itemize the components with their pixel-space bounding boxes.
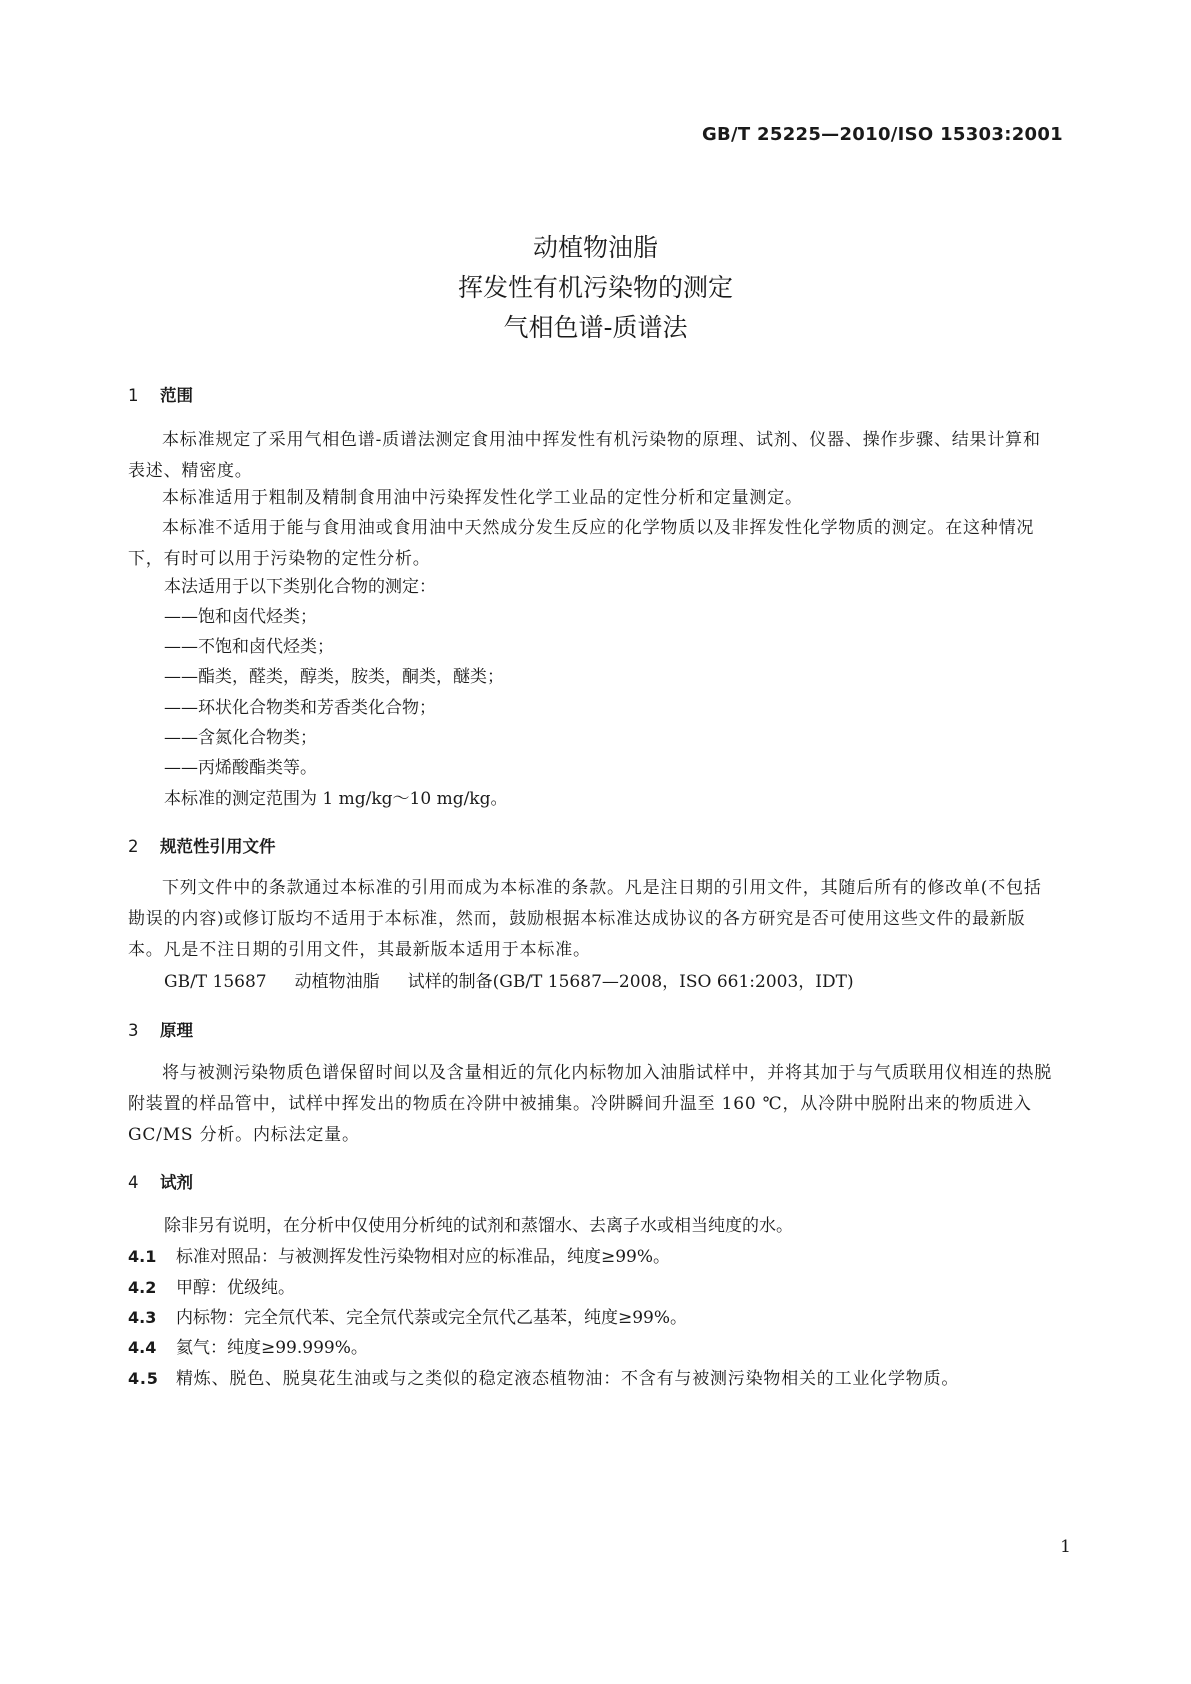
list-item: ——环状化合物类和芳香类化合物； — [164, 698, 436, 718]
paragraph: 将与被测污染物质色谱保留时间以及含量相近的氘化内标物加入油脂试样中，并将其加于与气质联用仪相连的热脱附装置的样品管中，试样中挥发出的物质在冷阱中被捕集。冷阱瞬间升温至 160 ℃，从冷阱中脱附出来的物质进入 GC/MS 分析。内标法定量。 — [128, 1063, 1052, 1145]
section-number: 2 — [128, 837, 139, 856]
paragraph: 本法适用于以下类别化合物的测定： — [164, 577, 436, 597]
document-title — [0, 228, 1191, 348]
section-3-heading — [128, 1017, 193, 1041]
clause-text: 氦气：纯度≥99.999%。 — [176, 1338, 368, 1358]
paragraph: 本标准规定了采用气相色谱-质谱法测定食用油中挥发性有机污染物的原理、试剂、仪器、操作步骤、结果计算和表述、精密度。 — [128, 430, 1041, 481]
clause-number: 4.5 — [128, 1369, 159, 1388]
paragraph: 本标准的测定范围为 1 mg/kg～10 mg/kg。 — [164, 789, 508, 809]
clause-text: 内标物：完全氘代苯、完全氘代萘或完全氘代乙基苯，纯度≥99%。 — [176, 1308, 688, 1328]
title-line-1: 动植物油脂 — [532, 233, 658, 262]
list-item: ——不饱和卤代烃类； — [164, 637, 334, 657]
clause-text: 精炼、脱色、脱臭花生油或与之类似的稳定液态植物油：不含有与被测污染物相关的工业化学物质。 — [176, 1369, 960, 1389]
section-number: 4 — [128, 1173, 139, 1192]
title-line-2: 挥发性有机污染物的测定 — [457, 273, 733, 302]
section-number: 3 — [128, 1021, 139, 1040]
clause-item — [128, 1241, 1052, 1273]
clause-number: 4.4 — [128, 1338, 157, 1357]
clause-item — [128, 1363, 1052, 1395]
reference-code: GB/T 15687 — [164, 972, 267, 992]
clause-item — [128, 1332, 1052, 1364]
section-title: 规范性引用文件 — [160, 837, 276, 856]
clause-item — [128, 1272, 1052, 1304]
section-4-heading — [128, 1169, 193, 1193]
standard-code: GB/T 25225—2010/ISO 15303:2001 — [701, 124, 1063, 145]
clause-number: 4.3 — [128, 1308, 157, 1327]
clause-text: 甲醇：优级纯。 — [176, 1278, 295, 1298]
list-item: ——酯类，醛类，醇类，胺类，酮类，醚类； — [164, 667, 504, 687]
clause-number: 4.1 — [128, 1247, 157, 1266]
clause-text: 标准对照品：与被测挥发性污染物相对应的标准品，纯度≥99%。 — [176, 1247, 671, 1267]
normative-reference — [128, 967, 1088, 998]
clause-number: 4.2 — [128, 1278, 157, 1297]
clause-item — [128, 1302, 1052, 1334]
list-item: ——饱和卤代烃类； — [164, 607, 317, 627]
reference-title: 动植物油脂 — [294, 972, 380, 992]
paragraph: 下列文件中的条款通过本标准的引用而成为本标准的条款。凡是注日期的引用文件，其随后所有的修改单(不包括勘误的内容)或修订版均不适用于本标准，然而，鼓励根据本标准达成协议的各方研究是否可使用这些文件的最新版本。凡是不注日期的引用文件，其最新版本适用于本标准。 — [128, 878, 1042, 960]
paragraph: 除非另有说明，在分析中仅使用分析纯的试剂和蒸馏水、去离子水或相当纯度的水。 — [164, 1216, 793, 1236]
section-title: 范围 — [160, 386, 193, 405]
paragraph: 本标准不适用于能与食用油或食用油中天然成分发生反应的化学物质以及非挥发性化学物质的测定。在这种情况下，有时可以用于污染物的定性分析。 — [128, 518, 1035, 569]
section-title: 原理 — [160, 1021, 193, 1040]
reference-detail: 试样的制备(GB/T 15687—2008，ISO 661:2003，IDT) — [407, 972, 854, 992]
section-title: 试剂 — [160, 1173, 193, 1192]
section-1-heading — [128, 382, 193, 406]
paragraph: 本标准适用于粗制及精制食用油中污染挥发性化学工业品的定性分析和定量测定。 — [162, 488, 803, 508]
page-number: 1 — [1060, 1537, 1071, 1557]
section-number: 1 — [128, 386, 139, 405]
section-2-heading — [128, 833, 276, 857]
list-item: ——丙烯酸酯类等。 — [164, 758, 317, 778]
list-item: ——含氮化合物类； — [164, 728, 317, 748]
title-line-3: 气相色谱-质谱法 — [503, 313, 688, 342]
